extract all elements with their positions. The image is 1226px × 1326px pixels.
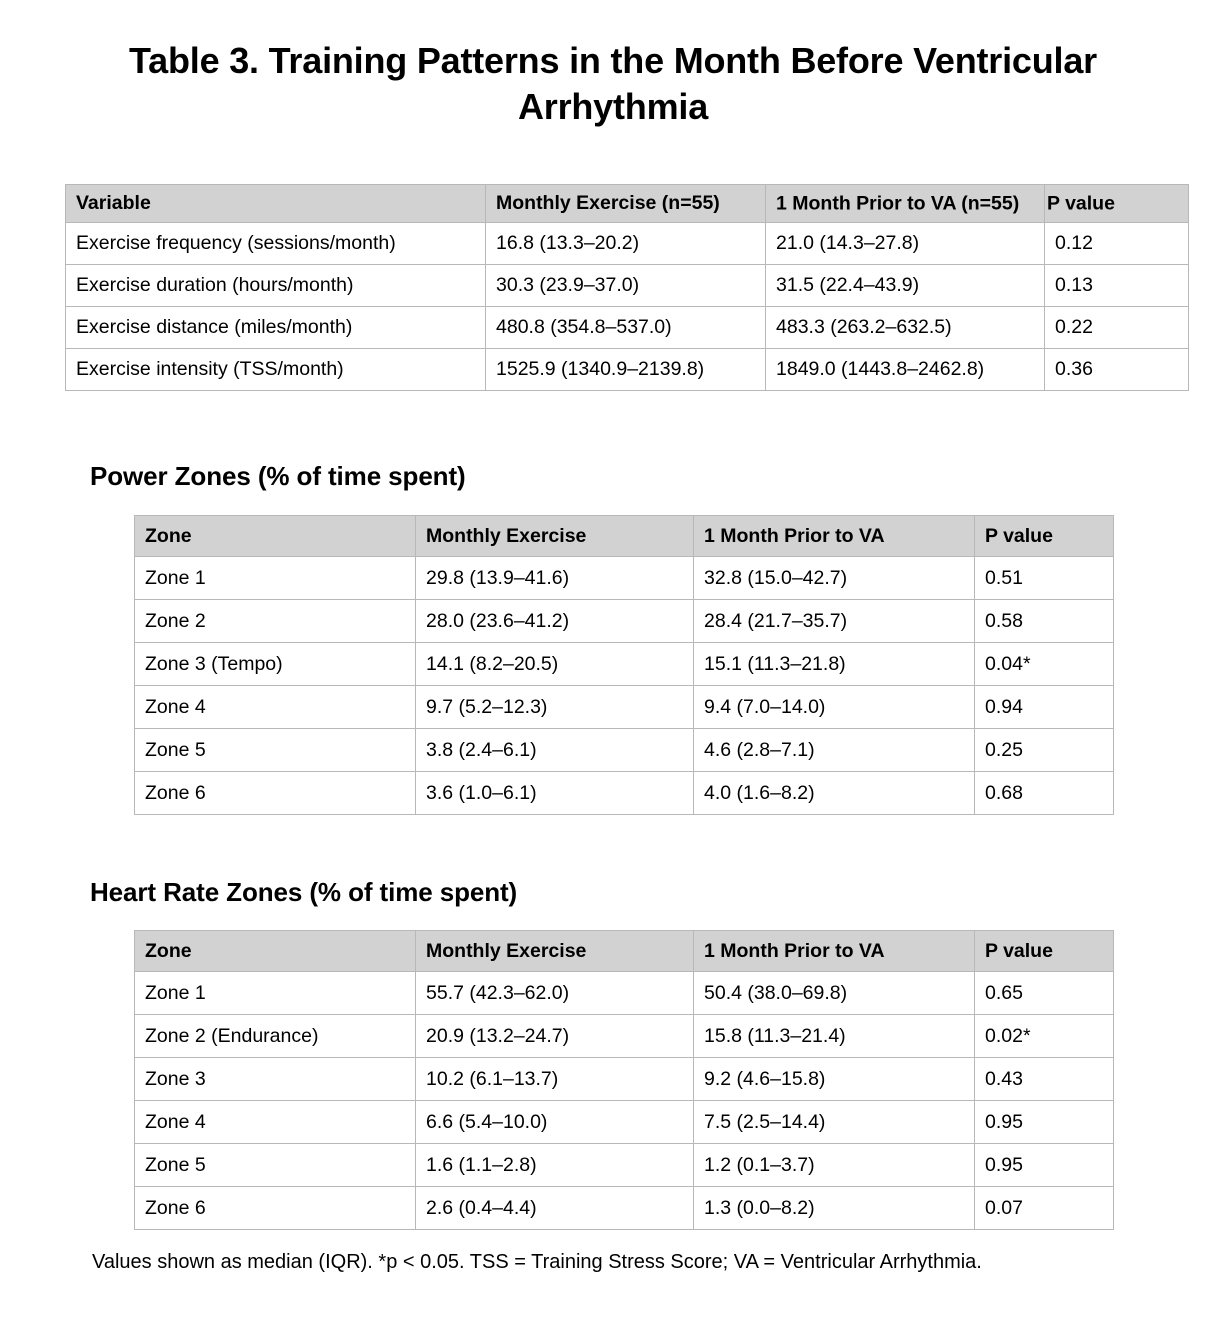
cell-zone: Zone 6 [135,1187,416,1230]
cell-zone: Zone 2 (Endurance) [135,1015,416,1058]
table-row [66,349,1189,391]
cell-p-value: 0.36 [1045,349,1189,391]
cell-prior: 1.2 (0.1–3.7) [694,1144,975,1187]
cell-monthly: 10.2 (6.1–13.7) [416,1058,694,1101]
cell-p-value: 0.02* [975,1015,1114,1058]
column-header-monthly-exercise: Monthly Exercise [416,516,694,557]
cell-monthly: 29.8 (13.9–41.6) [416,557,694,600]
column-header-monthly-exercise: Monthly Exercise [416,931,694,972]
cell-monthly: 20.9 (13.2–24.7) [416,1015,694,1058]
cell-p-value: 0.43 [975,1058,1114,1101]
cell-zone: Zone 2 [135,600,416,643]
column-header-one-month-prior: 1 Month Prior to VA [694,931,975,972]
cell-prior: 483.3 (263.2–632.5) [766,307,1045,349]
section-heading-power-zones: Power Zones (% of time spent) [90,461,466,491]
cell-variable: Exercise duration (hours/month) [66,265,486,307]
cell-monthly: 30.3 (23.9–37.0) [486,265,766,307]
table-row [135,600,1114,643]
cell-monthly: 480.8 (354.8–537.0) [486,307,766,349]
table-row [66,223,1189,265]
cell-zone: Zone 1 [135,557,416,600]
cell-prior: 1.3 (0.0–8.2) [694,1187,975,1230]
cell-p-value: 0.25 [975,729,1114,772]
cell-monthly: 14.1 (8.2–20.5) [416,643,694,686]
table-row [135,772,1114,815]
column-header-monthly-exercise: Monthly Exercise (n=55) [486,185,766,223]
table-header-row [135,931,1114,972]
table-row [66,265,1189,307]
cell-prior: 9.4 (7.0–14.0) [694,686,975,729]
column-header-p-value: P value [975,516,1114,557]
cell-monthly: 6.6 (5.4–10.0) [416,1101,694,1144]
table-header-row [66,185,1189,223]
table-row [135,972,1114,1015]
column-header-p-value: P value [1045,185,1189,223]
cell-p-value: 0.94 [975,686,1114,729]
table-row [135,1101,1114,1144]
table-row [135,686,1114,729]
cell-prior: 15.8 (11.3–21.4) [694,1015,975,1058]
cell-monthly: 28.0 (23.6–41.2) [416,600,694,643]
cell-prior: 1849.0 (1443.8–2462.8) [766,349,1045,391]
cell-prior: 28.4 (21.7–35.7) [694,600,975,643]
cell-prior: 21.0 (14.3–27.8) [766,223,1045,265]
cell-variable: Exercise distance (miles/month) [66,307,486,349]
cell-zone: Zone 3 [135,1058,416,1101]
cell-p-value: 0.13 [1045,265,1189,307]
cell-p-value: 0.95 [975,1144,1114,1187]
cell-monthly: 9.7 (5.2–12.3) [416,686,694,729]
cell-prior: 50.4 (38.0–69.8) [694,972,975,1015]
cell-monthly: 3.8 (2.4–6.1) [416,729,694,772]
cell-zone: Zone 4 [135,686,416,729]
cell-monthly: 1525.9 (1340.9–2139.8) [486,349,766,391]
column-header-zone: Zone [135,931,416,972]
cell-p-value: 0.04* [975,643,1114,686]
table-row [135,1144,1114,1187]
cell-p-value: 0.22 [1045,307,1189,349]
cell-p-value: 0.12 [1045,223,1189,265]
cell-prior: 32.8 (15.0–42.7) [694,557,975,600]
column-header-one-month-prior: 1 Month Prior to VA (n=55) [766,185,1045,223]
cell-prior: 7.5 (2.5–14.4) [694,1101,975,1144]
cell-p-value: 0.68 [975,772,1114,815]
cell-prior: 4.0 (1.6–8.2) [694,772,975,815]
cell-monthly: 2.6 (0.4–4.4) [416,1187,694,1230]
table-row [135,643,1114,686]
cell-monthly: 3.6 (1.0–6.1) [416,772,694,815]
section-heading-heart-rate-zones: Heart Rate Zones (% of time spent) [90,877,518,907]
cell-zone: Zone 5 [135,1144,416,1187]
table-row [135,1058,1114,1101]
cell-p-value: 0.58 [975,600,1114,643]
table-row [135,1187,1114,1230]
cell-monthly: 16.8 (13.3–20.2) [486,223,766,265]
table-row [66,307,1189,349]
table-row [135,1015,1114,1058]
cell-zone: Zone 4 [135,1101,416,1144]
main-variables-table [65,184,1189,391]
cell-p-value: 0.07 [975,1187,1114,1230]
cell-monthly: 1.6 (1.1–2.8) [416,1144,694,1187]
column-header-one-month-prior: 1 Month Prior to VA [694,516,975,557]
table-row [135,557,1114,600]
table-footnote: Values shown as median (IQR). *p < 0.05. TSS = Training Stress Score; VA = Ventricular Arrhythmia. [92,1251,982,1273]
cell-zone: Zone 5 [135,729,416,772]
cell-prior: 4.6 (2.8–7.1) [694,729,975,772]
cell-zone: Zone 1 [135,972,416,1015]
cell-zone: Zone 3 (Tempo) [135,643,416,686]
cell-variable: Exercise frequency (sessions/month) [66,223,486,265]
column-header-variable: Variable [66,185,486,223]
cell-p-value: 0.51 [975,557,1114,600]
cell-p-value: 0.65 [975,972,1114,1015]
cell-zone: Zone 6 [135,772,416,815]
table-header-row [135,516,1114,557]
cell-prior: 15.1 (11.3–21.8) [694,643,975,686]
heart-rate-zones-table [134,930,1114,1230]
cell-prior: 31.5 (22.4–43.9) [766,265,1045,307]
cell-variable: Exercise intensity (TSS/month) [66,349,486,391]
cell-p-value: 0.95 [975,1101,1114,1144]
column-header-p-value: P value [975,931,1114,972]
cell-prior: 9.2 (4.6–15.8) [694,1058,975,1101]
page-title: Table 3. Training Patterns in the Month Before Ventricular Arrhythmia [129,40,1097,128]
table-row [135,729,1114,772]
power-zones-table [134,515,1114,815]
column-header-zone: Zone [135,516,416,557]
cell-monthly: 55.7 (42.3–62.0) [416,972,694,1015]
